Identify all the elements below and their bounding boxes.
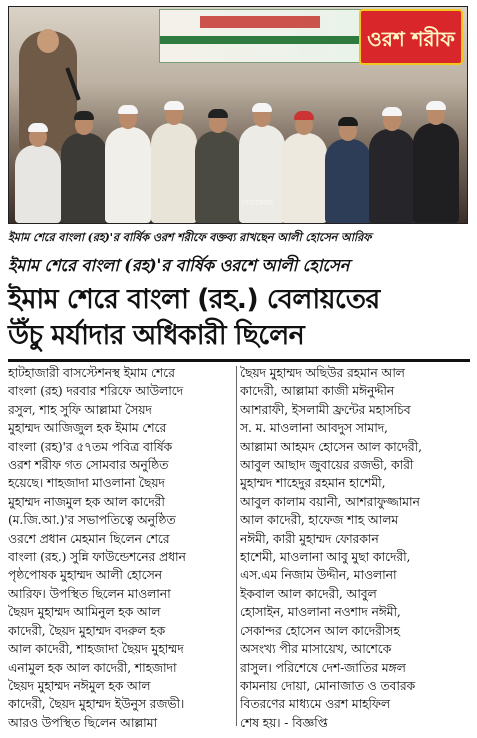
article-line: আরিফ। উপস্থিত ছিলেন মাওলানা (8, 585, 171, 601)
article-column-right (240, 364, 470, 732)
headline-line-1: ইমাম শেরে বাংলা (রহ.) বেলায়তের (8, 284, 380, 315)
article-line: আবুল কালাম বয়ানী, আশরাফুজ্জামান (240, 493, 420, 509)
article-line: সেকান্দর হোসেন আল কাদেরীসহ (240, 622, 400, 638)
seated-guests (9, 103, 467, 223)
article-line: কাদেরী, আল্লামা কাজী মঈনুদ্দীন (240, 383, 395, 399)
article-line: কাদেরী, ছৈয়দ মুহাম্মদ বদরুল হক (8, 622, 165, 638)
article-line: ছৈয়দ মুহাম্মদ অছিউর রহমান আল (240, 365, 405, 380)
news-photo (8, 6, 468, 224)
article-line: রাসুল। পরিশেষে দেশ-জাতির মঙ্গল (240, 659, 406, 675)
article-line: স. ম. মাওলানা আবদুস সামাদ, (240, 420, 388, 436)
article-line: হোসাইন, মাওলানা নওশাদ নঈমী, (240, 604, 401, 620)
article-line: রসুল, শাহ সুফি আল্লামা সৈয়দ (8, 401, 152, 417)
article-line: হাটহাজারী বাসস্টেশনস্থ ইমাম শেরে (8, 365, 175, 380)
column-divider (236, 366, 237, 726)
article-line: অসংখ্য পীর মাসায়েখ, আশেকে (240, 641, 392, 657)
article-line: আরও উপস্থিত ছিলেন আল্লামা (8, 714, 157, 730)
article-line: আবুল আছাদ জুবায়ের রজভী, কারী (240, 457, 414, 473)
article-line: ওরশে প্রধান মেহমান ছিলেন শেরে (8, 530, 170, 546)
article-line: হয়েছে। শাহজাদা মাওলানা ছৈয়দ (8, 475, 165, 491)
article-line: নঈমী, কারী মুহাম্মদ ফোরকান (240, 530, 379, 546)
urs-banner (359, 9, 463, 65)
article-line: বিতরণের মাধ্যমে ওরশ মাহফিল (240, 696, 390, 712)
article-line: (ম.জি.আ.)'র সভাপতিত্বে অনুষ্ঠিত (8, 512, 176, 528)
article-column-left (8, 364, 234, 732)
article-line: পৃষ্ঠপোষক মুহাম্মদ আলী হোসেন (8, 567, 162, 583)
headline-line-2: উঁচু মর্যাদার অধিকারী ছিলেন (8, 320, 305, 351)
article-line: হাশেমী, মাওলানা আবু মুছা কাদেরী, (240, 549, 411, 565)
article-line: আল্লামা আহমদ হোসেন আল কাদেরী, (240, 438, 422, 454)
article-line: মুহাম্মদ শাহেদুর রহমান হাশেমী, (240, 475, 386, 491)
article-line: কামনায় দোয়া, মোনাজাত ও তবারক (240, 677, 415, 693)
article-line: ছৈয়দ মুহাম্মদ নঈমুল হক আল (8, 677, 151, 693)
article-line: ছৈয়দ মুহাম্মদ আমিনুল হক আল (8, 604, 161, 620)
article-line: আল কাদেরী, হাফেজ শাহ আলম (240, 512, 399, 528)
article-line: ওরশ শরীফ গত সোমবার অনুষ্ঠিত (8, 457, 169, 473)
article-line: কাদেরী, ছৈয়দ মুহাম্মদ ইউনুস রজভী। (8, 696, 185, 712)
urs-banner-text: ওরশ শরীফ (367, 27, 455, 51)
article-line: মুহাম্মদ আজিজুল হক ইমাম শেরে (8, 420, 167, 436)
article-line: আশরাফী, ইসলামী ফ্রন্টের মহাসচিব (240, 401, 411, 417)
article-line: মুহাম্মদ নাজমুল হক আল কাদেরী (8, 493, 165, 509)
article-line: শেষ হয়। - বিজ্ঞপ্তি (240, 714, 328, 730)
article-line: আল কাদেরী, শাহজাদা ছৈয়দ মুহাম্মদ (8, 641, 184, 657)
headline (8, 282, 470, 354)
article-line: এস.এম নিজাম উদ্দীন, মাওলানা (240, 567, 397, 583)
sub-headline: ইমাম শেরে বাংলা (রহ)'র বার্ষিক ওরশে আলী হোসেন (8, 256, 350, 275)
article-line: ইকবাল আল কাদেরী, আবুল (240, 585, 377, 601)
article-line: বাংলা (রহ) দরবার শরিফে আউলাদে (8, 383, 184, 399)
stage-banner (159, 9, 369, 63)
headline-rule (8, 359, 470, 362)
article-line: এনামুল হক আল কাদেরী, শাহজাদা (8, 659, 177, 675)
article-line: বাংলা (রহ.) সুন্নি ফাউন্ডেশনের প্রধান (8, 549, 186, 565)
photo-caption: ইমাম শেরে বাংলা (রহ)'র বার্ষিক ওরশ শরীফে বক্তব্য রাখছেন আলী হোসেন আরিফ (8, 230, 372, 244)
article-line: বাংলা (রহ)'র ৫৭তম পবিত্র বার্ষিক (8, 438, 173, 454)
photo-watermark: নেত্রকোনা (241, 198, 274, 207)
